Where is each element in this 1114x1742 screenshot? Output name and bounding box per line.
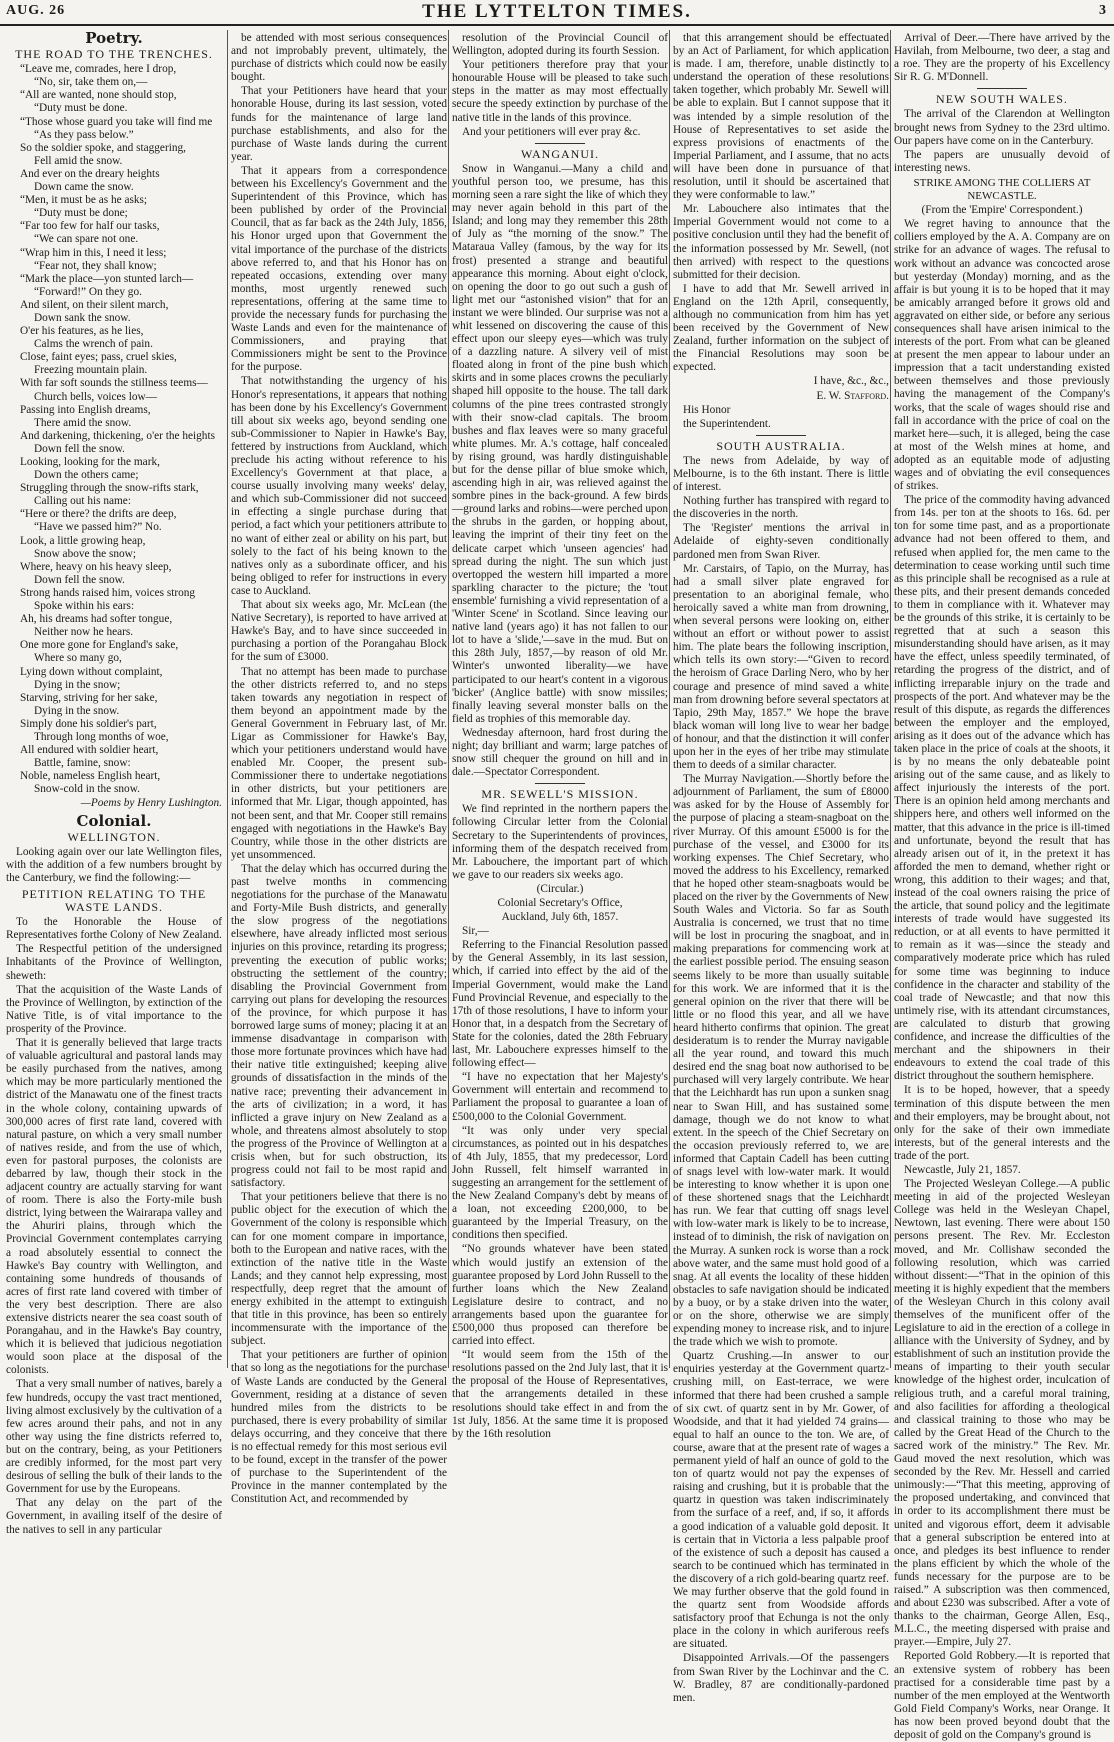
addressee: the Superintendent.: [683, 417, 771, 430]
poem-line: Down came the snow.: [34, 181, 134, 194]
poem-line: “Leave me, comrades, here I drop,: [20, 63, 177, 76]
section-title: STRIKE AMONG THE COLLIERS AT NEWCASTLE.: [913, 176, 1091, 203]
poem-line: Struggling through the snow-rifts stark,: [20, 482, 199, 495]
divider: [535, 143, 585, 144]
section-title: NEW SOUTH WALES.: [936, 92, 1068, 107]
signature: E. W. Stafford.: [816, 389, 889, 402]
poem-title: THE ROAD TO THE TRENCHES.: [15, 47, 213, 62]
paragraph: Mr. Carstairs, of Tapio, on the Murray, has had a small silver plate engraved for presentation to an aboriginal female, who heroically saved a white man from drowning, when several persons were looking on, either without an effort or without power to assist him. The plate bears the following inscription, which tells its own story:—“Given to record the heroism of Grace Darling Nero, who by her courage and presence of mind saved a white man from drowning before several spectators at Tapio, 29th May, 1857.” We hope the brave black woman will long live to wear her badge of honour, and that the distinction it will confer upon her in the eyes of her tribe may stimulate them to deeds of a similar character.: [673, 562, 889, 772]
paragraph: The news from Adelaide, by way of Melbourne, is to the 6th instant. There is little of interest.: [673, 454, 889, 494]
poem-line: And silent, on their silent march,: [20, 298, 169, 311]
source-line: (From the 'Empire' Correspondent.): [921, 204, 1083, 217]
paragraph: Referring to the Financial Resolution passed by the General Assembly, in its last session, which, if carried into effect by the aid of the Imperial Government, would make the Land Fund Provincial Revenue, and especially to the 17th of those resolutions, I have to inform your Honor that, in a despatch from the Secretary of State for the colonies, dated the 28th February last, Mr. Labouchere expresses himself to the following effect—: [452, 939, 668, 1070]
poem-line: And ever on the dreary heights: [20, 167, 160, 180]
paragraph: That no attempt has been made to purchase the other districts referred to, and no steps taken towards any negotiation in respect of them beyond an appointment made by the General Government in February last, of Mr. Ligar as Commissioner for Hawke's Bay, which your petitioners understand would have enabled Mr. Cooper, the present sub-Commissioner there to undertake negotiations in other districts, but your petitioners are informed that Mr. Ligar, though appointed, has not been sent, and that Mr. Cooper still remains engaged with negotiations in the Hawke's Bay Country, while those in the other districts are yet unsommenced.: [231, 665, 447, 861]
paragraph: That about six weeks ago, Mr. McLean (the Native Secretary), is reported to have arrived at Hawke's Bay, and to have since succeeded in purchasing a portion of the Porangahau Block for the sum of £3000.: [231, 599, 447, 664]
column-rule: [890, 30, 891, 1368]
poem-line: Down sank the snow.: [34, 311, 131, 324]
poem-line: “Far too few for half our tasks,: [20, 220, 160, 233]
poem-line: “Fear not, they shall know;: [34, 259, 157, 272]
poem-line: Where so many go,: [34, 652, 122, 665]
poem-line: “Forward!” On they go.: [34, 285, 142, 298]
paragraph: “It would seem from the 15th of the resolutions passed on the 2nd July last, that it is the proposal of the House of Representatives, that the arrangements detailed in these resolutions should take effect in and from the 1st July, 1856. At the same time it is proposed by the 16th resolution: [452, 1349, 668, 1440]
poem-line: Down the others came;: [34, 469, 139, 482]
paragraph: That notwithstanding the urgency of his Honor's representations, it appears that nothing has been done by his Excellency's Government till about six weeks ago, beyond sending one sub-Commissioner to Napier in Hawke's Bay, fettered by instructions from Auckland, which preclude his acting without reference to his Excellency's Government at that place, a course usually involving many weeks' delay, and which sub-Commissioner did not succeed in effecting a single purchase during that period, a fact which your petitioners attribute to no want of either zeal or ability on his part, but solely to the fact of his being known to the natives only as a subordinate officer, and his being obliged to refer for instructions in every case to Auckland.: [231, 375, 447, 597]
poem-line: “Have we passed him?” No.: [34, 521, 162, 534]
divider: [756, 435, 806, 436]
poem-line: “Men, it must be as he asks;: [20, 194, 148, 207]
section-title: WANGANUI.: [521, 146, 599, 161]
poem-line: Spoke within his ears:: [34, 600, 135, 613]
paragraph: To the Honorable the House of Representatives forthe Colony of New Zealand.: [6, 916, 222, 942]
paragraph: That your petitioners are further of opinion that so long as the negotiations for the purchase of Waste Lands are conducted by the General Government, residing at a distance of seven hundred miles from the districts to be purchased, there is every probability of similar delays occurring, and they conceive that there is no effectual remedy for this most serious evil to be found, except in the transfer of the power of purchase to the Superintendent of the Province in the manner contemplated by the Constitution Act, and recommended by: [231, 1349, 447, 1506]
paragraph: We regret having to announce that the colliers employed by the A. A. Company are on strike for an advance of wages. The refusal to work without an advance was concocted arose but yesterday (Monday) morning, and as the affair is but young it is to be hoped that it may be amicably arranged before it grows old and aggravated on either side, or before any serious consequences shall have arisen inimical to the interests of the port. From what can be gleaned at present the men appear to labour under an impression that a tacit understanding existed between themselves and those previously having the management of the Company's works, that the scale of wages should rise and fall in accordance with the price of coal on the market here—such, it is alleged, being the case at most of the Welsh mines at home, and adopted as an equitable mode of adjusting wages and of obviating the evil consequences of strikes.: [894, 218, 1110, 493]
paragraph: The 'Register' mentions the arrival in Adelaide of eighty-seven conditionally pardoned men from Swan River.: [673, 522, 889, 561]
poem-line: Dying in the snow.: [34, 704, 120, 717]
poem-line: Strong hands raised him, voices strong: [20, 586, 196, 599]
poem-line: Down fell the snow.: [34, 442, 125, 455]
paragraph: The Murray Navigation.—Shortly before the adjournment of Parliament, the sum of £8000 was asked for by the House of Assembly for the purpose of placing a steam-snagboat on the river Murray. Of this amount £5000 is for the purchase of the vessel, and £3000 for its working expenses. The Chief Secretary, who moved the address to his Excellency, remarked that he hoped other steam-snagboats would be placed on the river by the Governments of New South Wales and Victoria. So far as South Australia is concerned, we trust that no time will be lost in procuring the snagboat, and in making preparations for commencing work at the earliest possible period. The ensuing season seems likely to be more than usually suitable for this work. We are informed that it is the general opinion on the river that there will be little or no flood this year, and all we have heard hitherto confirms that opinion. The great desideratum is to render the Murray navigable all the year round, and toward this much desired end the snag boat now authorised to be purchased will very largely contribute. We hear that the Leichhardt has run upon a sunken snag near to Swan Hill, and has sustained some damage, though we do not know to what extent. In the speech of the Chief Secretary on the occasion previously referred to, we are informed that Captain Cadell has been cutting of snags level with low-water mark. It would be interesting to know whether it is upon one of these shortened snags that the Leichhardt has run. We fear that cutting off snags level with low-water mark is likely to be to increase, instead of to diminish, the risk of navigation on the Murray. A sunken rock is worse than a rock above water, and the same must hold good of a snag. At all events the locality of these hidden obstacles to safe navigation should be indicated by a buoy, or by a stake driven into the water, or on the shore, otherwise we are simply expending money to increase risk, and to injure the trade which we wish to promote.: [673, 773, 889, 1349]
paragraph: And your petitioners will ever pray &c.: [462, 125, 641, 138]
paragraph: Mr. Labouchere also intimates that the Imperial Government would not come to a positive conclusion until they had the benefit of the information possessed by Mr. Sewell, (not then arrived) with respect to the questions submitted for their decision.: [673, 203, 889, 281]
poem-line: “Here or there? the drifts are deep,: [20, 508, 177, 521]
poem-line: “As they pass below.”: [34, 128, 134, 141]
masthead: [0, 0, 1114, 26]
poem: [6, 63, 222, 796]
paragraph: I have to add that Mr. Sewell arrived in England on the 12th April, consequently, although no communication from him has yet been received by the Government of New Zealand, further information on the subject of the Financial Resolutions may soon be expected.: [673, 282, 889, 374]
paragraph: That the delay which has occurred during the past twelve months in commencing negotiations for the purchase of the Manawatu and Forty-Mile Bush districts, and generally the slow progress of the negotiations elsewhere, have already inflicted most serious injuries on this province, retarding its progress; preventing the execution of public works; obstructing the settlement of the country; disabling the Provincial Government from carrying out plans for developing the resources of the province, for which purpose it has borrowed large sums of money; placing it at an immense disadvantage in comparison with those more fortunate provinces which have had their native title extinguished; keeping alive grounds of dissatisfaction in the minds of the native race; preventing their advancement in the arts of civilization; in a word, it has inflicted a grave injury on New Zealand as a whole, and threatens almost absolutely to stop the progress of the Province of Wellington at a crisis when, but for such obstruction, its progress could not fail to be most rapid and satisfactory.: [231, 862, 447, 1190]
paragraph: that this arrangement should be effectuated by an Act of Parliament, for which application is made. I am, therefore, unable distinctly to understand the operation of these resolutions taken together, which probably Mr. Sewell will be able to explain. But I cannot suppose that it was intended by a simple resolution of the House of Representatives to set aside the express provisions of enactments of the Imperial Parliament, and I assume, that no acts will have been done in pursuance of that resolution, until it should be ascertained that they were conformable to law.”: [673, 32, 889, 202]
section-title: SOUTH AUSTRALIA.: [716, 438, 846, 453]
paragraph: Quartz Crushing.—In answer to our enquiries yesterday at the Government quartz-crushing mill, on East-terrace, we were informed that there had been crushed a sample of six cwt. of quartz sent in by Mr. Gower, of Woodside, and that it had yielded 74 grains—equal to half an ounce to the ton. We are, of course, aware that at the present rate of wages a permanent yield of half an ounce of gold to the ton of quartz would not pay the expenses of raising and crushing, but it is probable that the quartz in question was taken indiscriminately from the surface of a reef, and, if so, it affords a good indication of a valuable gold deposit. It is certain that in Victoria a less palpable proof of the existence of such a deposit has caused a search to be continued which has terminated in the discovery of a rich gold-bearing quartz reef. We may further observe that the gold found in the quartz sent from Woodside affords satisfactory proof that Echunga is not the only place in the colony in which auriferous reefs are situated.: [673, 1350, 889, 1651]
paragraph: “No grounds whatever have been stated which would justify an extension of the guarantee proposed by Lord John Russell to the further loans which the New Zealand Legislature desire to contract, and no arrangements based upon the guarantee for £500,000 thus proposed can therefore be carried into effect.: [452, 1243, 668, 1348]
dateline: Auckland, July 6th, 1857.: [501, 911, 619, 924]
paragraph: That the acquisition of the Waste Lands of the Province of Wellington, by extinction of the Native Title, is of vital importance to the prosperity of the Province.: [6, 983, 222, 1035]
paragraph: It is to be hoped, however, that a speedy termination of this dispute between the men and their employers, may be brought about, not only for the sake of their own immediate interests, but of the general interests and the trade of the port.: [894, 1084, 1110, 1162]
paragraph: That a very small number of natives, barely a few hundreds, occupy the vast tract mentioned, living almost exclusively by the cultivation of a few acres around their pahs, and not in any other way using the fine districts referred to, but on the contrary, being, as your Petitioners are credibly informed, for the most part very desirous of selling the bulk of their lands to the Government for use by the Europeans.: [6, 1378, 222, 1496]
column-2: [231, 32, 447, 1506]
column-4: [673, 32, 889, 1704]
poem-line: Starving, striving for her sake,: [20, 691, 158, 704]
poem-line: There amid the snow.: [34, 416, 132, 429]
poem-line: Lying down without complaint,: [20, 665, 163, 678]
poem-line: And darkening, thickening, o'er the heights: [20, 429, 215, 442]
paragraph: That any delay on the part of the Government, in availing itself of the desire of the natives to sell in any particular: [6, 1497, 222, 1536]
poem-line: Fell amid the snow.: [34, 154, 123, 167]
poem-line: “Those whose guard you take will find me: [20, 115, 213, 128]
paragraph: That it appears from a correspondence between his Excellency's Government and the Superintendent of this Province, which has been published by order of the Provincial Council, that as far back as the 24th July, 1856, his Honor urged upon that Government the vital importance of the purchase of the districts above referred to, and that his Honor has on repeated occasions, extending over many months, most urgently renewed such representations, offering at the same time to provide the necessary funds for purchasing the Waste Lands and even for the maintenance of Commissioners, and praying that Commissioners might be sent to the Province for the purpose.: [231, 164, 447, 374]
salutation: Sir,—: [462, 925, 489, 938]
paragraph: Nothing further has transpired with regard to the discoveries in the north.: [673, 495, 889, 521]
poem-line: Passing into English dreams,: [20, 403, 151, 416]
addressee: His Honor: [683, 403, 731, 416]
poem-line: Look, a little growing heap,: [20, 534, 146, 547]
poem-line: Church bells, voices low—: [34, 390, 157, 403]
paragraph: We find reprinted in the northern papers the following Circular letter from the Colonial Secretary to the Superintendents of provinces, informing them of the despatch received from Mr. Labouchere, the important part of which we gave to our readers six weeks ago.: [452, 803, 668, 881]
paragraph: Arrival of Deer.—There have arrived by the Havilah, from Melbourne, two deer, a stag and a roe. They are the property of his Excellency Sir R. G. M'Donnell.: [894, 32, 1110, 84]
paragraph: The Projected Wesleyan College.—A public meeting in aid of the projected Wesleyan College was held in the Wesleyan Chapel, Newtown, last evening. There were about 150 persons present. The Rev. Mr. Eccleston moved, and Mr. Collishaw seconded the following resolution, which was carried without dissent:—“That in the opinion of this meeting it is highly expedient that the members of the Wesleyan Church in this colony avail themselves of the munificent offer of the Legislature to aid in the erection of a college in alliance with the University of Sydney, and by establishment of such an institution provide the means of imparting to their youth secular knowledge of the highest order, inculcation of religious truth, and a careful moral training, and also facilities for affording a theological and classical training to those who may be called by the Great Head of the Church to the sacred work of the ministry.” The Rev. Mr. Gaud moved the next resolution, which was seconded by the Rev. Mr. Hessell and carried unimously:—“That this meeting, approving of the proposed undertaking, and convinced that in order to its accomplishment there must be united and vigorous effort, deem it advisable that a general subscription be entered into at once, and pledges its best influence to render the plans efficient by which the whole of the funds necessary for the purpose are to be raised.” A subscription was then commenced, and about £230 was subscribed. After a vote of thanks to the chairman, George Allen, Esq., M.L.C., the meeting dispersed with praise and prayer.—Empire, July 27.: [894, 1178, 1110, 1649]
poem-line: “Mark the place—yon stunted larch—: [20, 272, 194, 285]
paragraph: Newcastle, July 21, 1857.: [904, 1163, 1021, 1176]
paragraph: The Respectful petition of the undersigned Inhabitants of the Province of Wellington, sheweth:: [6, 943, 222, 982]
poem-line: Snow-cold in the snow.: [34, 783, 140, 796]
poetry-heading: Poetry.: [85, 29, 143, 47]
paragraph: resolution of the Provincial Council of Wellington, adopted during its fourth Session.: [452, 32, 668, 58]
poem-line: “No, sir, take them on,—: [34, 76, 148, 89]
paragraph: “It was only under very special circumstances, as pointed out in his despatches of 4th July, 1855, that my predecessor, Lord John Russell, felt himself warranted in suggesting an arrangement for the settlement of the New Zealand Company's debt by means of a loan, not exceeding £200,000, to be guaranteed by the Imperial Treasury, on the conditions then specified.: [452, 1124, 668, 1242]
poem-line: With far soft sounds the stillness teems—: [20, 377, 208, 390]
paragraph: Reported Gold Robbery.—It is reported that an extensive system of robbery has been practised for a considerable time past by a number of the men employed at the Wentworth Gold Field Company's Works, near Orange. It has now been proved beyond doubt that the deposit of gold on the Company's ground is: [894, 1650, 1110, 1741]
poem-line: “All are wanted, none should stop,: [20, 89, 177, 102]
section-title: MR. SEWELL'S MISSION.: [481, 787, 639, 802]
poem-line: Battle, famine, snow:: [34, 757, 131, 770]
paragraph: Snow in Wanganui.—Many a child and youthful person too, we presume, has this morning seen a rare sight the like of which they may never again behold in this part of the Island; and long may they remember this 28th of July as “the morning of the snow.” The Mataraua Valley (famous, by the way for its frost) presented a strange and beautiful appearance this morning. About eight o'clock, on opening the door to go out such a gush of light met our “astonished vision” that for an instant we were blinded. Our surprise was not a whit lessened on discovering the cause of this effect upon our sleepy eyes—which was truly of a dazzling nature. A silvery veil of mist floated along in front of the pine bush which skirts and in some places crowns the peculiarly shaped hill opposite to the house. The tall dark columns of the pine trees contrasted strongly with their snow-clad capitals. The broom bushes and flax leaves were so many graceful white plumes. Mr. A.'s cottage, half concealed by rising ground, was hardly distinguishable but for the dense pillar of blue smoke which, ascending high in air, was relieved against the sombre pines in the back-ground. A few birds—ground larks and robins—were perched upon the shrubs in the garden, or hopping about, leaving the imprint of their tiny feet on the delicate carpet which 'unseen agencies' had spread during the night. The sun which just overtopped the western hill imparted a more sparkling character to the picture; the 'tout ensemble' furnishing a vivid representation of a 'Winter Scene' in Scotland. Since leaving our native land (years ago) it has not fallen to our lot to have a 'slide,'—save in the mud. But on this 28th July, 1857,—by reason of old Mr. Winter's unwonted liberality—we have participated to our heart's content in a vigorous 'bicker' (Anglice battle) with snow missiles; finally leaving several monster balls on the field as trophies of this memorable day.: [452, 162, 668, 725]
section-title: WELLINGTON.: [67, 829, 161, 844]
poem-line: Down fell the snow.: [34, 573, 125, 586]
column-rule: [669, 30, 670, 1368]
poem-line: Calms the wrench of pain.: [34, 338, 153, 351]
poem-line: Freezing mountain plain.: [34, 364, 148, 377]
paragraph: That your Petitioners have heard that your honorable House, during its last session, voted funds for the maintenance of large land purchase establishments, and also for the purchase of Waste lands during the current year.: [231, 85, 447, 163]
paragraph: Disappointed Arrivals.—Of the passengers from Swan River by the Lochinvar and the C. W. Bradley, 87 are conditionally-pardoned men.: [673, 1652, 889, 1704]
poem-line: O'er his features, as he lies,: [20, 325, 144, 338]
issue-date: AUG. 26: [6, 3, 66, 18]
closing: I have, &c., &c.,: [813, 375, 889, 388]
column-rule: [448, 30, 449, 1368]
poem-line: Through long months of woe,: [34, 730, 169, 743]
paragraph: The arrival of the Clarendon at Wellington brought news from Sydney to the 23rd ultimo. Our papers have come on in the Canterbury.: [894, 108, 1110, 147]
paragraph: That it is generally believed that large tracts of valuable agricultural and pastoral lands may be easily purchased from the natives, among which may be more particularly mentioned the district of the Manawatu one of the finest tracts in the whole colony, containing upwards of 300,000 acres of first rate land, covered with natural pasture, on which a very small number of natives reside, and from the use of which, even for pastoral purposes, the colonists are debarred by law, though their stock in the adjacent country are actually starving for want of room. There is also the Forty-mile bush district, lying between the Wairarapa valley and the Ahuriri plains, through which the Provincial Government contemplates carrying a road absolutely essential to connect the Hawke's Bay country with Wellington, and containing some hundreds of thousands of acres of first rate land covered with timber of the very best description. There are also extensive districts nearer the sea coast south of Porangahau, and in the Hawke's Bay country, which it is believed that judicious negotiation would soon place at the disposal of the colonists.: [6, 1037, 222, 1377]
paragraph: “I have no expectation that her Majesty's Government will entertain and recommend to Parliament the proposal to guarantee a loan of £500,000 to the Colonial Government.: [452, 1071, 668, 1123]
page-number: 3: [1099, 3, 1106, 18]
poem-line: Snow above the snow;: [34, 547, 136, 560]
divider: [535, 783, 585, 784]
poem-credit: —Poems by Henry Lushington.: [80, 797, 222, 810]
poem-line: Simply done his soldier's part,: [20, 717, 157, 730]
poem-line: “Wrap him in this, I need it less;: [20, 246, 167, 259]
office-line: Colonial Secretary's Office,: [497, 897, 623, 909]
poem-line: Where, heavy on his heavy sleep,: [20, 560, 172, 573]
poem-line: “Duty must be done;: [34, 207, 128, 220]
poem-line: So the soldier spoke, and staggering,: [20, 141, 186, 154]
column-5: [894, 32, 1110, 1741]
poem-line: “Duty must be done.: [34, 102, 128, 115]
circular-label: (Circular.): [536, 882, 584, 895]
divider: [977, 88, 1027, 89]
paragraph: Wednesday afternoon, hard frost during the night; day brilliant and warm; large patches of snow still chequer the ground on hill and in dale.—Spectator Correspondent.: [452, 726, 668, 779]
paragraph: The price of the commodity having advanced from 14s. per ton at the shoots to 16s. 6d. per ton for some time past, and as a proportionate advance had not been offered to them, and refused when applied for, the men came to the determination to cease working until such time as this principle shall be recognised as a rule at these pits, and their present demands conceded to them in compliance with it. Whatever may be the grounds of this strike, it is certainly to be regretted that at such a season this misunderstanding should have arisen, as it may have the effect, unless speedily terminated, of retarding the progress of the district, and of inflicting irreparable injury on the trade and prospects of the port. And whatever may be the result of this dispute, as regards the differences between the employer and the employed, arising as it does out of the advance which has taken place in the price of coals at the shoots, it is by no means the only debateable point arising out of the same cause, and as likely to affect injuriously the interests of the port. There is an opinion held among merchants and shippers here, and others well informed on the matter, that this advance in the price is ill-timed and unfortunate, beyond the result that has already arisen out of it, in the pretext it has afforded the men to demand, whether right or wrong, this addition to their wages; and that, instead of the coal owners raising the price of the article, that sound policy and the legitimate interests of trade would have suggested its reduction, or at all events to have permitted it to remain as it was—since the steady and comparatively moderate price which has ruled for some time was beginning to induce confidence in the character and stability of the coal trade of Newcastle; and that now this untimely rise, with its attendant circumstances, are calculated to disturb that growing confidence, and increase the difficulties of the merchant and the shipowners in their endeavours to extend the coal trade of this district throughout the southern hemisphere.: [894, 494, 1110, 1083]
poem-line: “We can spare not one.: [34, 233, 139, 246]
column-1: [6, 29, 222, 1536]
poem-line: Neither now he hears.: [34, 626, 134, 639]
newspaper-title: THE LYTTELTON TIMES.: [422, 1, 692, 22]
paragraph: Your petitioners therefore pray that your honourable House will be pleased to take such steps in the matter as may most effectually secure the speedy extinction by purchase of the native title in the lands of this province.: [452, 59, 668, 124]
column-rule: [227, 30, 228, 1368]
section-title: PETITION RELATING TO THE WASTE LANDS.: [21, 887, 207, 915]
poem-line: Calling out his name:: [34, 495, 131, 508]
poem-line: Noble, nameless English heart,: [20, 770, 161, 783]
poem-line: Ah, his dreams had softer tongue,: [20, 613, 173, 626]
poem-line: Looking, looking for the mark,: [20, 456, 160, 468]
paragraph: That your petitioners believe that there is no public object for the execution of which the Government of the colony is responsible which can for one moment compare in importance, both to the European and native races, with the extinction of the native title in the Waste Lands; and they cannot help expressing, most respectfully, deep regret that the amount of energy exhibited in the attempt to extinguish that title in this province, has been so entirely incommensurate with the importance of the subject.: [231, 1191, 447, 1348]
poem-line: All endured with soldier heart,: [20, 744, 159, 757]
column-3: [452, 32, 668, 1440]
paragraph: The papers are unusually devoid of interesting news.: [894, 148, 1110, 174]
colonial-heading: Colonial.: [76, 811, 152, 830]
poem-line: One more gone for England's sake,: [20, 639, 179, 652]
paragraph: be attended with most serious consequences and not improbably prevent, ultimately, the purchase of districts which could now be easily bought.: [231, 32, 447, 84]
poem-line: Close, faint eyes; pass, cruel skies,: [20, 351, 177, 364]
poem-line: Dying in the snow;: [34, 678, 121, 691]
paragraph: Looking again over our late Wellington files, with the addition of a few numbers brought by the Canterbury, we find the following:—: [6, 845, 222, 884]
